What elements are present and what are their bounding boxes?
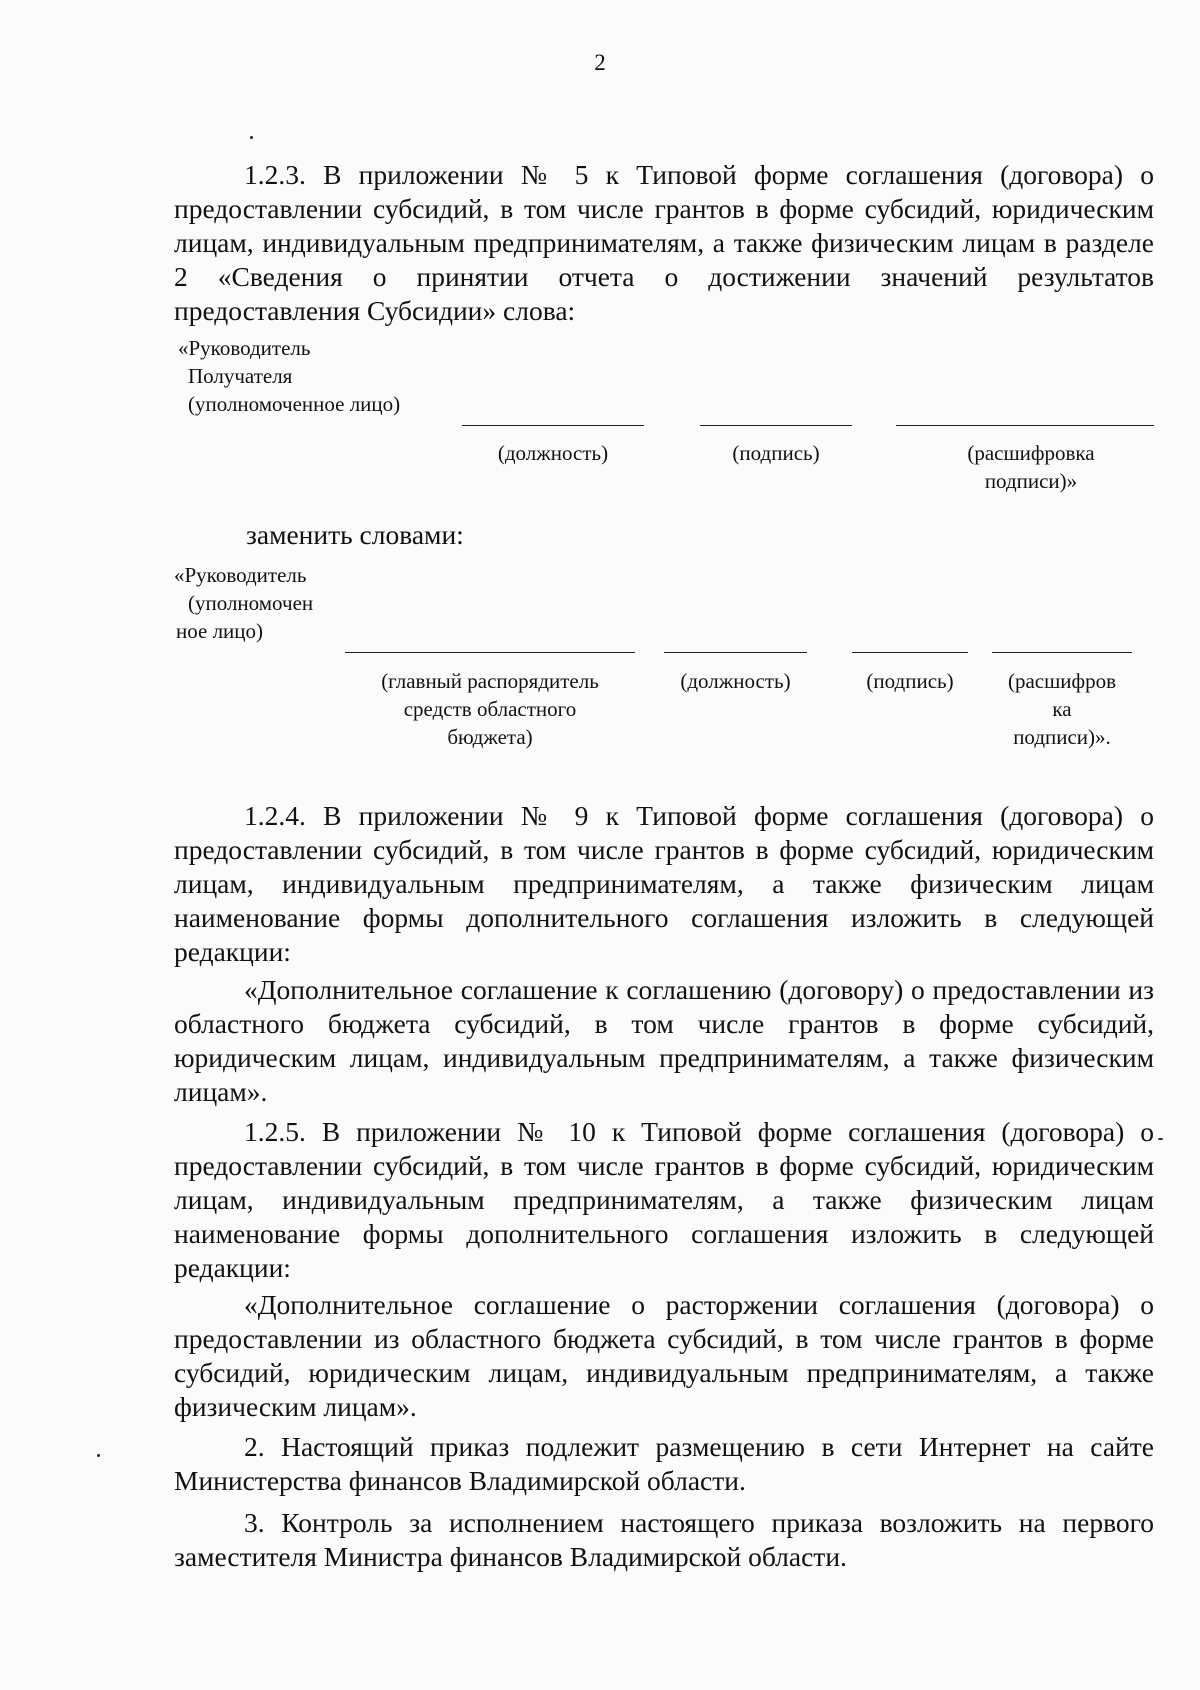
page-number: 2 (594, 50, 606, 75)
new-label-manager-line-2: средств областного (403, 697, 577, 721)
new-label-manager-line-1: (главный распорядитель (381, 669, 599, 693)
new-label-decode-line-3: подписи)». (1013, 725, 1111, 749)
new-label-manager-line-3: бюджета) (447, 725, 533, 749)
decode-line (992, 652, 1132, 653)
quote-1-2-5: «Дополнительное соглашение о расторжении соглашения (договора) о предоставлении из областного бюджета субсидий, в том числе грантов в форме субсидий, юридическим лицам, индивидуальным предпринимателям, а также физическим лицам». (174, 1289, 1154, 1422)
signature-line (700, 425, 852, 426)
new-label-decode-line-1: (расшифров (1007, 669, 1117, 693)
clause-1-2-5: 1.2.5. В приложении № 10 к Типовой форме соглашения (договора) о предоставлении субсидий, в том числе грантов в форме субсидий, юридическим лицам, индивидуальным предпринимателям, а также физическим лицам наименование формы дополнительного соглашения изложить в следующей редакции: (174, 1116, 1154, 1283)
quote-1-2-4: «Дополнительное соглашение к соглашению (договору) о предоставлении из областного бюджета субсидий, в том числе грантов в форме субсидий, юридическим лицам, индивидуальным предпринимателям, а также физическим лицам». (174, 974, 1154, 1107)
clause-1-2-3: 1.2.3. В приложении № 5 к Типовой форме соглашения (договора) о предоставлении субсидий, в том числе грантов в форме субсидий, юридическим лицам, индивидуальным предпринимателям, а также физическим лицам в разделе 2 «Сведения о принятии отчета о достижении значений результатов предоставления Субсидии» слова: (174, 159, 1154, 326)
old-label-decode-line-2: подписи)» (984, 469, 1078, 493)
position-line (664, 652, 807, 653)
new-label-decode-line-2: ка (1052, 697, 1072, 721)
old-label-decode-line-1: (расшифровка (967, 441, 1095, 465)
scan-speck (1158, 1138, 1163, 1140)
position-line (462, 425, 644, 426)
item-3: 3. Контроль за исполнением настоящего приказа возложить на первого заместителя Министра финансов Владимирской области. (174, 1507, 1154, 1572)
manager-line (345, 652, 635, 653)
item-2: 2. Настоящий приказ подлежит размещению в сети Интернет на сайте Министерства финансов Владимирской области. (174, 1431, 1154, 1496)
decode-line (896, 425, 1154, 426)
new-label-signature: (подпись) (866, 669, 954, 693)
old-title-line-2: Получателя (188, 364, 293, 388)
old-label-signature: (подпись) (732, 441, 820, 465)
new-label-position: (должность) (680, 669, 791, 693)
old-title-line-3: (уполномоченное лицо) (188, 392, 401, 416)
scan-speck (250, 136, 253, 139)
signature-line (852, 652, 968, 653)
new-title-line-2: (уполномочен (188, 591, 314, 615)
old-title-line-1: «Руководитель (178, 336, 311, 360)
scan-speck (97, 1454, 100, 1457)
new-title-line-1: «Руководитель (174, 563, 307, 587)
replace-words: заменить словами: (246, 519, 464, 550)
old-label-position: (должность) (497, 441, 609, 465)
new-title-line-3: ное лицо) (176, 619, 264, 643)
clause-1-2-4: 1.2.4. В приложении № 9 к Типовой форме соглашения (договора) о предоставлении субсидий, в том числе грантов в форме субсидий, юридическим лицам, индивидуальным предпринимателям, а также физическим лицам наименование формы дополнительного соглашения изложить в следующей редакции: (174, 800, 1154, 967)
